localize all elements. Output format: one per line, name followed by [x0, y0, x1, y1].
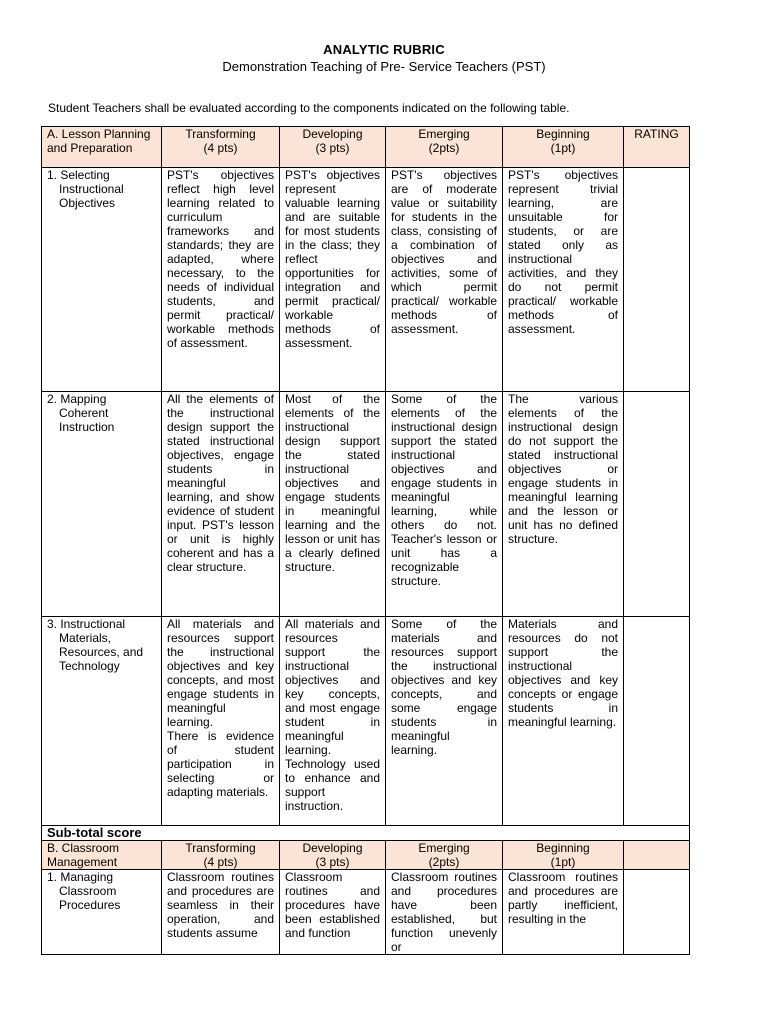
document-subtitle: Demonstration Teaching of Pre- Service Teachers (PST) [222, 59, 546, 74]
rating-cell[interactable] [624, 617, 690, 826]
section-a-header-row [42, 127, 690, 168]
level-points: (3 pts) [315, 855, 350, 869]
level-header-developing [280, 127, 386, 168]
descriptor-emerging: Some of the materials and resources support the instructional objectives and key concepts, and some engage students in meaningful learning. [386, 617, 503, 826]
table-row [42, 617, 690, 826]
level-header-beginning [503, 127, 624, 168]
level-points: (3 pts) [315, 141, 350, 155]
descriptor-text: All materials and resources support the instructional objectives and key concepts, and most engage students in meaningful learning. [167, 617, 274, 729]
level-header-developing [280, 841, 386, 870]
level-header-transforming [162, 841, 280, 870]
component-number: 1. Managing [47, 870, 114, 884]
component-cell [42, 392, 162, 617]
level-header-emerging [386, 127, 503, 168]
component-label: Materials, Resources, and Technology [59, 631, 144, 673]
document-title: ANALYTIC RUBRIC [323, 42, 445, 57]
table-row [42, 168, 690, 392]
level-header-beginning [503, 841, 624, 870]
component-cell [42, 870, 162, 955]
descriptor-developing: PST's objectives represent valuable learning and are suitable for most students in the class; they reflect opportunities for integration and permit practical/ workable methods of assessment. [280, 168, 386, 392]
descriptor-beginning: Materials and resources do not support the instructional objectives and key concepts or engage students in meaningful learning. [503, 617, 624, 826]
level-name: Transforming [185, 841, 256, 855]
rubric-table [41, 126, 690, 955]
section-a-heading: A. Lesson Planning and Preparation [42, 127, 162, 168]
subtotal-row [42, 826, 690, 841]
descriptor-emerging: Some of the elements of the instructional design support the stated instructional objectives and engage students in meaningful learning, while others do not. Teacher's lesson or unit has a recognizable structure. [386, 392, 503, 617]
level-header-emerging [386, 841, 503, 870]
level-name: Beginning [536, 127, 590, 141]
table-row [42, 392, 690, 617]
level-name: Transforming [185, 127, 256, 141]
component-number: 2. Mapping [47, 392, 107, 406]
rating-cell[interactable] [624, 168, 690, 392]
level-name: Emerging [418, 127, 470, 141]
descriptor-beginning: PST's objectives represent trivial learning, are unsuitable for students, or are stated only as instructional activities, and they do not permit practical/ workable methods of assessment. [503, 168, 624, 392]
level-points: (1pt) [550, 141, 576, 155]
component-number: 1. Selecting [47, 168, 110, 182]
component-label: Coherent Instruction [59, 406, 115, 434]
intro-text: Student Teachers shall be evaluated according to the components indicated on the following table. [48, 101, 570, 115]
level-points: (1pt) [550, 855, 576, 869]
subtotal-label: Sub-total score [42, 826, 690, 841]
level-name: Developing [302, 127, 363, 141]
level-points: (2pts) [428, 141, 460, 155]
descriptor-developing: Most of the elements of the instructional design support the stated instructional objectives and engage students in meaningful learning and the lesson or unit has a clearly defined structure. [280, 392, 386, 617]
table-row [42, 870, 690, 955]
component-cell [42, 617, 162, 826]
component-cell [42, 168, 162, 392]
component-label: Instructional Objectives [59, 182, 124, 210]
section-b-header-row [42, 841, 690, 870]
rating-cell[interactable] [624, 870, 690, 955]
component-number: 3. Instructional [47, 617, 126, 631]
descriptor-transforming: PST's objectives reflect high level learning related to curriculum frameworks and standards; they are adapted, where necessary, to the needs of individual students, and permit practical/ workable methods of assessment. [162, 168, 280, 392]
descriptor-beginning: Classroom routines and procedures are partly inefficient, resulting in the [503, 870, 624, 955]
level-name: Beginning [536, 841, 590, 855]
descriptor-text-extra: There is evidence of student participation in selecting or adapting materials. [167, 729, 274, 799]
section-b-heading: B. Classroom Management [42, 841, 162, 870]
rating-header [624, 841, 690, 870]
level-points: (4 pts) [203, 855, 238, 869]
level-name: Emerging [418, 841, 470, 855]
descriptor-transforming: Classroom routines and procedures are seamless in their operation, and students assume [162, 870, 280, 955]
rating-header: RATING [624, 127, 690, 168]
descriptor-transforming [162, 617, 280, 826]
descriptor-transforming: All the elements of the instructional design support the stated instructional objectives, engage students in meaningful learning, and show evidence of student input. PST's lesson or unit is highly coherent and has a clear structure. [162, 392, 280, 617]
component-label: Classroom Procedures [59, 884, 121, 912]
descriptor-emerging: Classroom routines and procedures have been established, but function unevenly or [386, 870, 503, 955]
level-header-transforming [162, 127, 280, 168]
descriptor-developing: All materials and resources support the instructional objectives and key concepts, and most engage student in meaningful learning. Technology used to enhance and support instruction. [280, 617, 386, 826]
rating-cell[interactable] [624, 392, 690, 617]
descriptor-emerging: PST's objectives are of moderate value or suitability for students in the class, consisting of a combination of objectives and activities, some of which permit practical/ workable methods of assessment. [386, 168, 503, 392]
descriptor-beginning: The various elements of the instructional design do not support the stated instructional objectives or engage students in meaningful learning and the lesson or unit has no defined structure. [503, 392, 624, 617]
descriptor-developing: Classroom routines and procedures have been established and function [280, 870, 386, 955]
level-points: (4 pts) [203, 141, 238, 155]
level-points: (2pts) [428, 855, 460, 869]
level-name: Developing [302, 841, 363, 855]
